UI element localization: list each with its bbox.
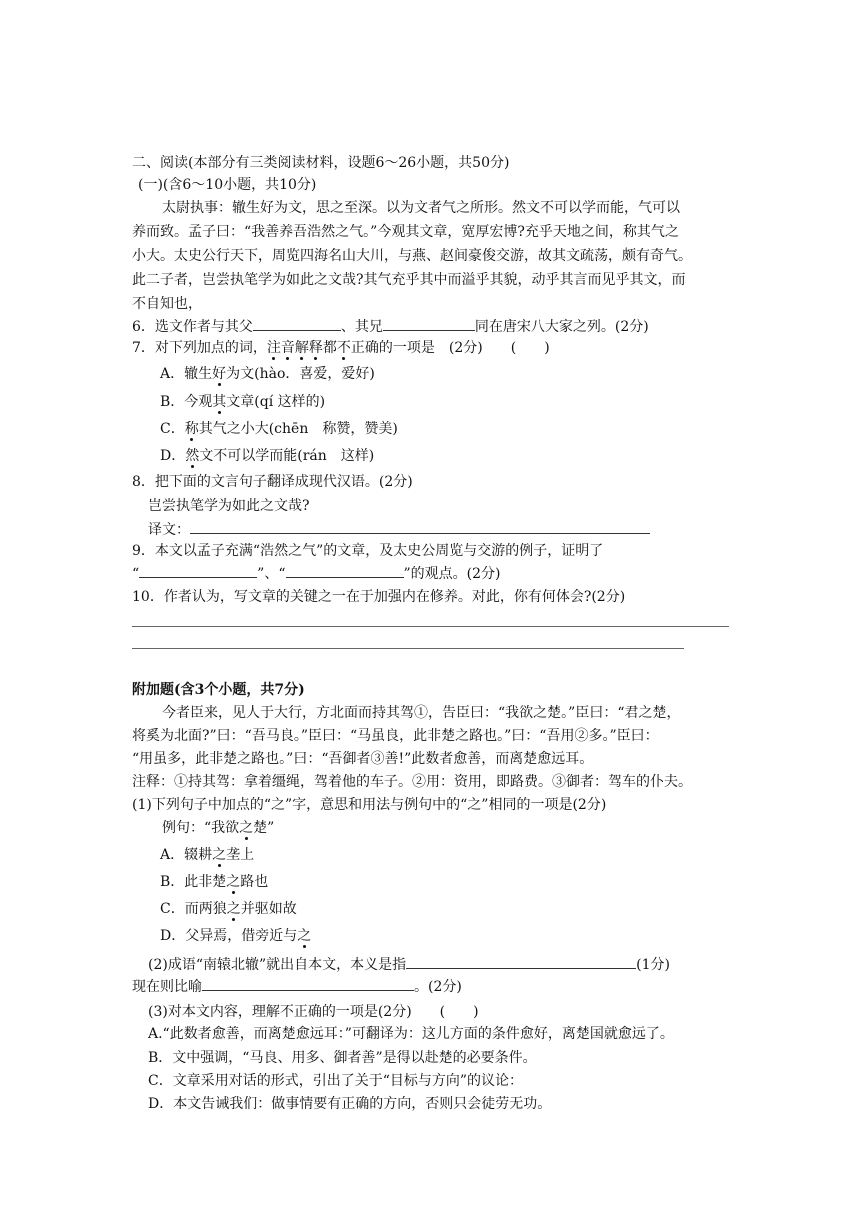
q9-quote: “ xyxy=(132,566,140,582)
question-9: 9．本文以孟子充满“浩然之气”的文章，及太史公周览与交游的例子，证明了 xyxy=(132,543,604,559)
option-dotted-char: 称 xyxy=(184,421,199,437)
bonus-q1-option-b[interactable] xyxy=(160,872,268,892)
q7-post: 正确的一项是 (2分) ( ) xyxy=(350,340,550,356)
option-dotted-char: 之 xyxy=(212,847,227,863)
q9-blanks-row xyxy=(132,563,501,584)
option-prefix: C． xyxy=(160,421,185,437)
bonus-passage-line: 将奚为北面?”曰：“吾马良。”臣曰：“马虽良，此非楚之路也。”曰：“吾用②多。”臣曰： xyxy=(132,728,659,744)
option-dotted-char: 之 xyxy=(226,874,241,890)
q7-dotted-char: 不 xyxy=(336,340,351,356)
option-text: C．而两狼 xyxy=(160,901,227,917)
option-text: 文章(qí 这样的) xyxy=(226,394,326,410)
q7-dotted-char: 解 xyxy=(294,340,309,356)
option-dotted-char: 好 xyxy=(212,366,227,382)
q9-tail: ”的观点。(2分) xyxy=(403,566,501,582)
bonus-q1-option-d[interactable] xyxy=(160,926,311,946)
option-prefix: D． xyxy=(160,448,186,464)
example-dotted-char: 之 xyxy=(239,820,254,836)
q7-dotted-char: 释 xyxy=(308,340,323,356)
q9-quote: ”、“ xyxy=(257,566,286,582)
q8-answer-row xyxy=(148,519,650,540)
q2-blank-meaning[interactable] xyxy=(406,954,636,969)
q6-blank-brother[interactable] xyxy=(383,316,475,331)
option-text: D．父异焉，借旁近与 xyxy=(160,928,298,944)
option-prefix: B．今观 xyxy=(160,394,213,410)
bonus-q3-option-c[interactable]: C．文章采用对话的形式，引出了关于“目标与方向”的议论： xyxy=(148,1073,524,1089)
bonus-question-2 xyxy=(148,954,670,975)
q7-option-d[interactable] xyxy=(160,446,374,466)
passage-line: 此二子者，岂尝执笔学为如此之文哉?其气充乎其中而溢乎其貌，动乎其言而见乎其文，而 xyxy=(132,272,686,288)
q10-answer-line[interactable] xyxy=(132,626,729,627)
bonus-q1-example xyxy=(162,818,274,838)
q7-pre: 7．对下列加点的词， xyxy=(132,340,267,356)
bonus-q2-line2 xyxy=(132,976,462,997)
q9-blank-2[interactable] xyxy=(286,563,404,578)
q7-dotted-char: 注 xyxy=(266,340,281,356)
option-text: 路也 xyxy=(240,874,269,890)
q2-blank-figurative[interactable] xyxy=(202,976,414,991)
question-7 xyxy=(132,338,550,358)
example-text: 楚” xyxy=(253,820,275,836)
q2-text: (2)成语“南辕北辙”就出自本文，本义是指 xyxy=(148,957,407,973)
passage-line: 不自知也， xyxy=(132,296,202,312)
q2-points: (1分) xyxy=(636,957,670,973)
option-text: 为文(hào．喜爱，爱好) xyxy=(226,366,375,382)
q6-blank-father[interactable] xyxy=(253,316,341,331)
bonus-q3-option-a[interactable]: A.“此数者愈善，而离楚愈远耳：”可翻译为：这儿方面的条件愈好，离楚国就愈远了。 xyxy=(148,1026,674,1042)
q8-sentence: 岂尝执笔学为如此之文哉? xyxy=(148,498,310,514)
q6-text-b: 、其兄 xyxy=(340,319,383,335)
option-prefix: A． xyxy=(160,366,185,382)
part-header: (一)(含6～10小题，共10分) xyxy=(138,177,317,193)
bonus-passage-line: “用虽多，此非楚之路也。”曰：“吾御者③善!”此数者愈善，而离楚愈远耳。 xyxy=(132,751,594,767)
q7-mid: 都 xyxy=(322,340,337,356)
bonus-header: 附加题(含3个小题，共7分) xyxy=(132,682,305,698)
bonus-q1-option-a[interactable] xyxy=(160,845,254,865)
bonus-passage-line: 今者臣来，见人于大行，方北面而持其驾①，告臣曰：“我欲之楚。”臣曰：“君之楚， xyxy=(162,705,681,721)
option-text: 垄上 xyxy=(226,847,255,863)
passage-line: 太尉执事：辙生好为文，思之至深。以为文者气之所形。然文不可以学而能，气可以 xyxy=(162,200,680,216)
option-text: B．此非楚 xyxy=(160,874,227,890)
q9-blank-1[interactable] xyxy=(139,563,257,578)
q2-points: 。(2分) xyxy=(414,979,462,995)
option-text: A．辍耕 xyxy=(160,847,213,863)
option-text: 辙生 xyxy=(184,366,213,382)
q8-answer-label: 译文： xyxy=(148,522,190,538)
bonus-question-3: (3)对本文内容，理解不正确的一项是(2分) ( ) xyxy=(148,1004,479,1020)
q7-option-b[interactable] xyxy=(160,392,325,412)
q7-dotted-char: 音 xyxy=(280,340,295,356)
option-dotted-char: 然 xyxy=(185,448,200,464)
option-text: 其气之小大(chēn 称赞，赞美) xyxy=(198,421,398,437)
q7-option-a[interactable] xyxy=(160,364,375,384)
question-8: 8．把下面的文言句子翻译成现代汉语。(2分) xyxy=(132,474,413,490)
passage-line: 小大。太史公行天下，周览四海名山大川，与燕、赵间豪俊交游，故其文疏荡，颇有奇气。 xyxy=(132,248,692,264)
q6-text-a: 6．选文作者与其父 xyxy=(132,319,253,335)
option-dotted-char: 其 xyxy=(212,394,227,410)
example-text: 例句：“我欲 xyxy=(162,820,240,836)
bonus-note: 注释：①持其驾：拿着缰绳，驾着他的车子。②用：资用，即路费。③御者：驾车的仆夫。 xyxy=(132,774,692,790)
question-10: 10．作者认为，写文章的关键之一在于加强内在修养。对此，你有何体会?(2分) xyxy=(132,589,626,605)
q7-option-c[interactable] xyxy=(160,419,398,439)
option-text: 文不可以学而能(rán 这样) xyxy=(199,448,375,464)
bonus-question-1: (1)下列句子中加点的“之”字，意思和用法与例句中的“之”相同的一项是(2分) xyxy=(132,797,607,813)
passage-line: 养而致。孟子曰：“我善养吾浩然之气。”今观其文章，宽厚宏博?充乎天地之间，称其气之 xyxy=(132,224,679,240)
section-header: 二、阅读(本部分有三类阅读材料，设题6～26小题，共50分) xyxy=(132,155,510,171)
bonus-q3-option-d[interactable]: D．本文告诫我们：做事情要有正确的方向，否则只会徒劳无功。 xyxy=(148,1096,552,1112)
option-dotted-char: 之 xyxy=(226,901,241,917)
q8-answer-blank[interactable] xyxy=(190,519,650,534)
option-dotted-char: 之 xyxy=(297,928,312,944)
q10-answer-line[interactable] xyxy=(132,648,684,649)
q2-text: 现在则比喻 xyxy=(132,979,202,995)
question-6 xyxy=(132,316,649,337)
bonus-q1-option-c[interactable] xyxy=(160,899,297,919)
bonus-q3-option-b[interactable]: B．文中强调，“马良、用多、御者善”是得以赴楚的必要条件。 xyxy=(148,1050,537,1066)
option-text: 并驱如故 xyxy=(240,901,297,917)
q6-text-c: 同在唐宋八大家之列。(2分) xyxy=(474,319,649,335)
